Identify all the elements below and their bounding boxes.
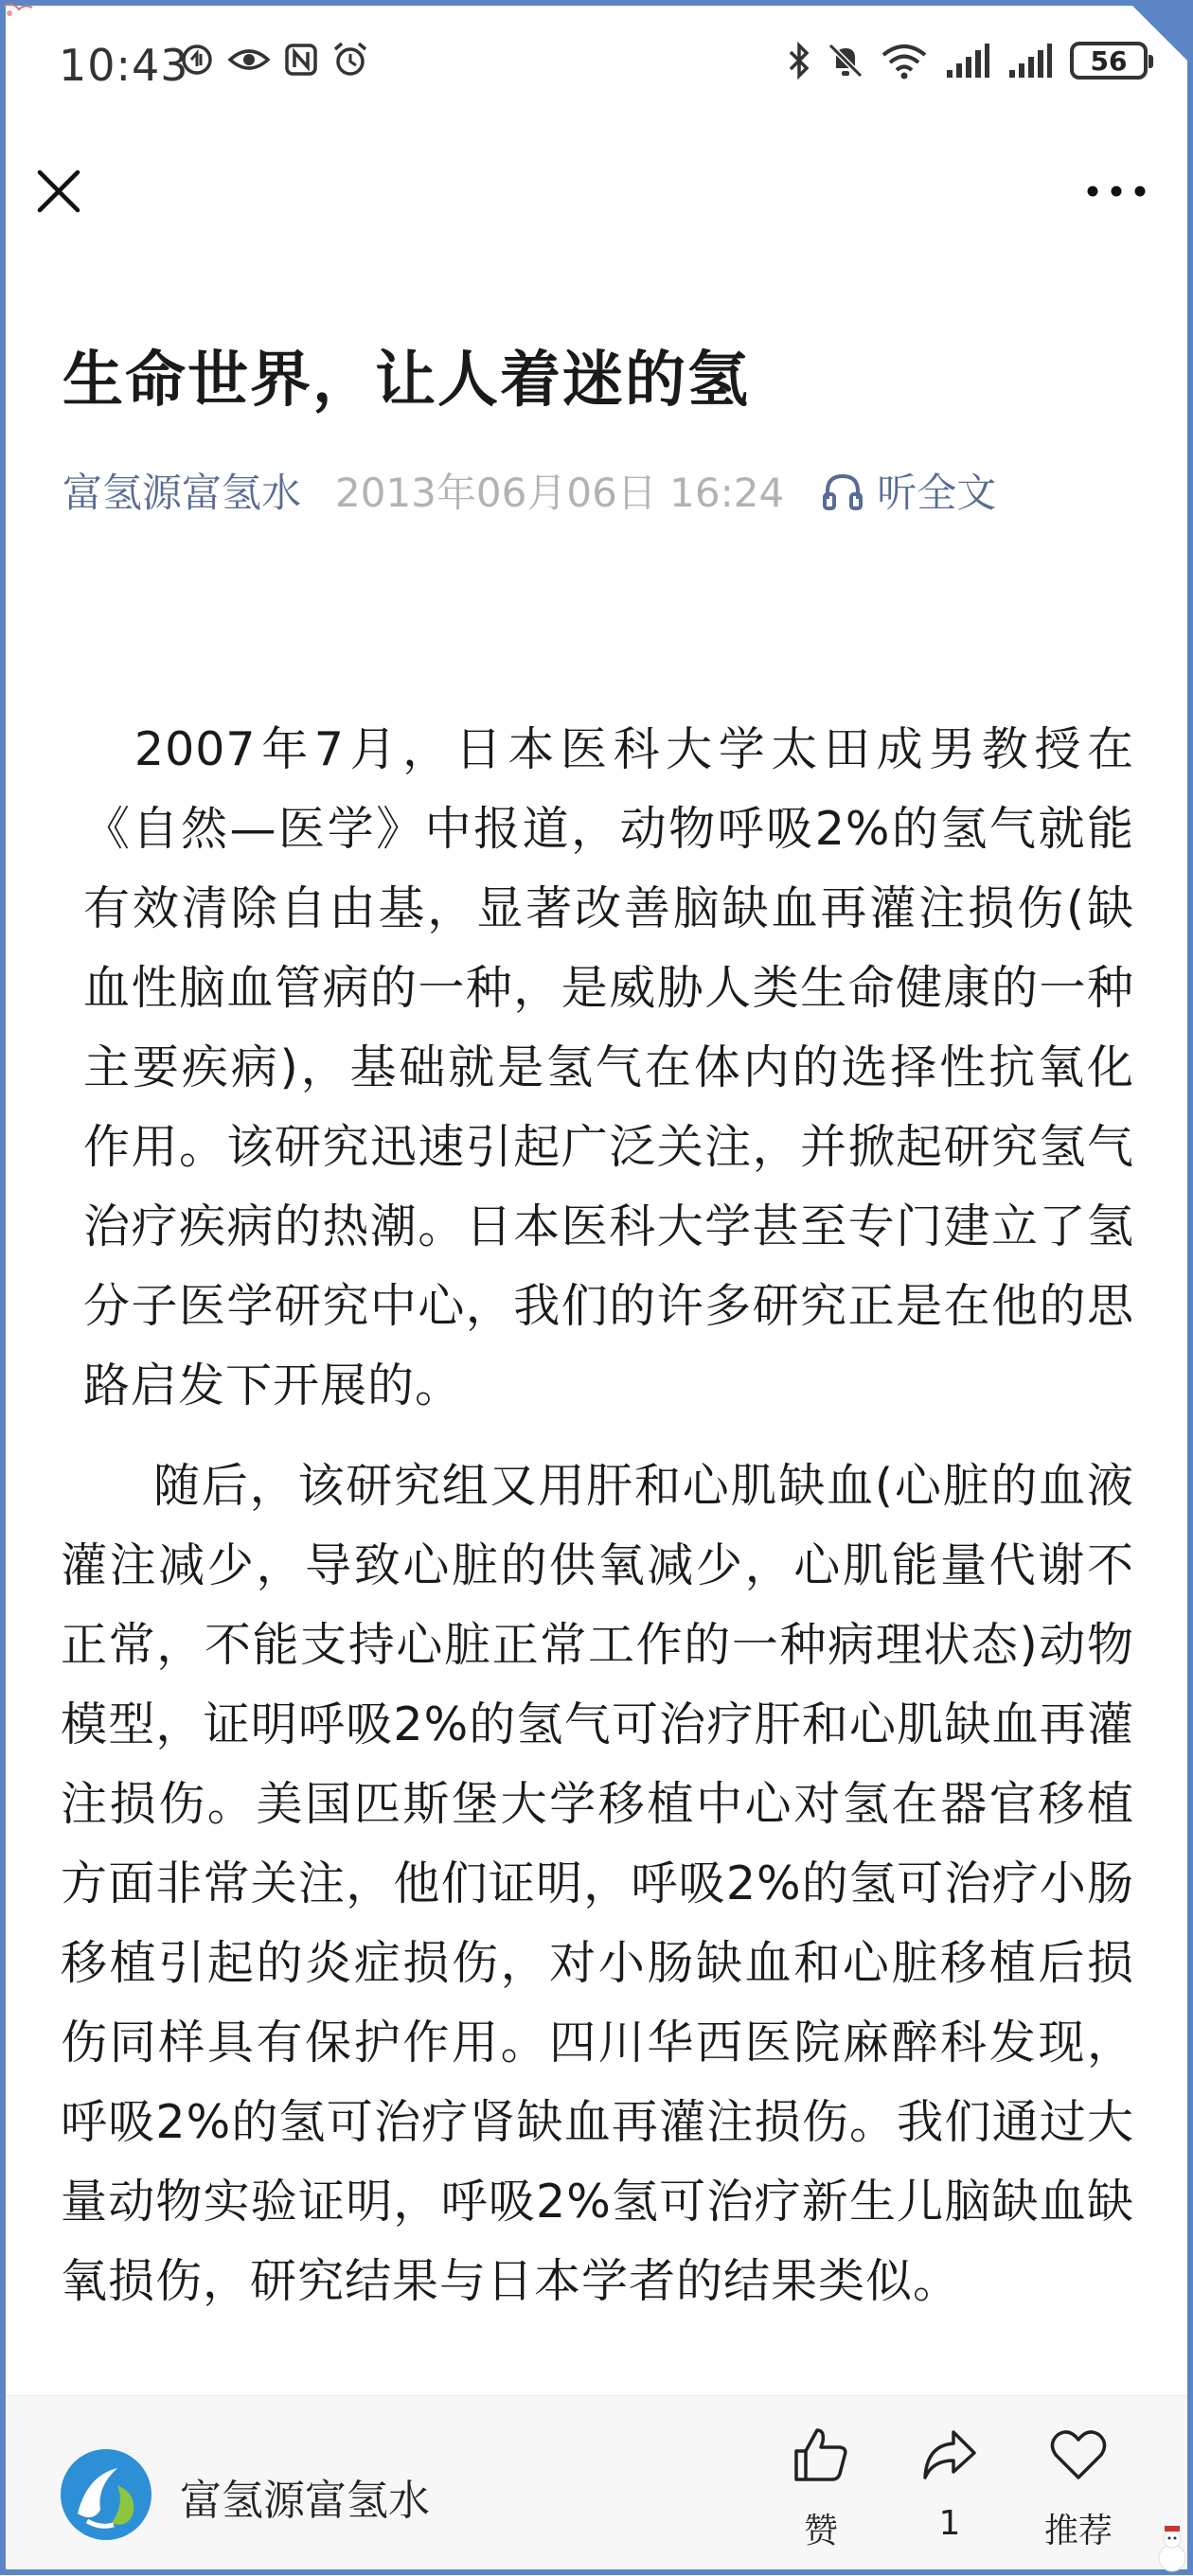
share-count: 1 — [938, 2504, 961, 2543]
status-icons-left — [180, 42, 369, 78]
article-paragraph: 随后，该研究组又用肝和心肌缺血(心脏的血液灌注减少，导致心脏的供氧减少，心肌能量代谢不正常，不能支持心脏正常工作的一种病理状态)动物模型，证明呼吸2%的氢气可治疗肝和心肌缺血再灌注损伤。美国匹斯堡大学移植中心对氢在器官移植方面非常关注，他们证明，呼吸2%的氢可治疗小肠移植引起的炎症损伤，对小肠缺血和心脏移植后损伤同样具有保护作用。四川华西医院麻醉科发现，呼吸2%的氢可治疗肾缺血再灌注损伤。我们通过大量动物实验证明，呼吸2%氢可治疗新生儿脑缺血缺氧损伤，研究结果与日本学者的结果类似。 — [61, 1459, 1134, 2308]
share-button[interactable] — [898, 2425, 1002, 2543]
account-name[interactable]: 富氢源富氢水 — [180, 2477, 430, 2525]
article-body — [57, 710, 1136, 2395]
wifi-icon — [881, 42, 928, 80]
nfc-icon — [284, 43, 318, 77]
data-saver-icon — [180, 43, 214, 77]
snowman-icon — [1127, 2509, 1193, 2575]
listen-label: 听全文 — [877, 470, 997, 516]
bluetooth-icon — [788, 42, 810, 80]
corner-fold — [1127, 0, 1193, 66]
account-logo-icon[interactable] — [59, 2447, 153, 2542]
eye-icon — [227, 43, 271, 77]
like-label: 赞 — [803, 2512, 838, 2550]
recommend-label: 推荐 — [1043, 2512, 1113, 2550]
mute-bell-icon — [828, 42, 864, 80]
signal-icon-2 — [1007, 42, 1053, 80]
more-options-button[interactable] — [1083, 174, 1149, 208]
battery-indicator: 56 — [1070, 42, 1148, 80]
listen-button[interactable] — [822, 462, 996, 519]
article-title: 生命世界，让人着迷的氢 — [62, 346, 750, 416]
author-link[interactable]: 富氢源富氢水 — [62, 470, 302, 516]
alarm-icon — [331, 42, 369, 78]
recommend-button[interactable] — [1026, 2425, 1131, 2552]
article-meta — [62, 462, 996, 519]
bottom-bar — [0, 2395, 1193, 2576]
heart-icon — [1048, 2425, 1109, 2485]
signal-icon — [945, 42, 990, 80]
status-bar — [0, 0, 1193, 133]
status-icons-right — [788, 42, 1148, 80]
close-button[interactable] — [28, 161, 89, 222]
article-paragraph: 2007年7月，日本医科大学太田成男教授在《自然—医学》中报道，动物呼吸2%的氢气就能有效清除自由基，显著改善脑缺血再灌注损伤(缺血性脑血管病的一种，是威胁人类生命健康的一种主要疾病)，基础就是氢气在体内的选择性抗氧化作用。该研究迅速引起广泛关注，并掀起研究氢气治疗疾病的热潮。日本医科大学甚至专门建立了氢分子医学研究中心，我们的许多研究正是在他的思路启发下开展的。 — [83, 722, 1134, 1412]
like-button[interactable] — [769, 2425, 873, 2552]
share-arrow-icon — [919, 2425, 980, 2485]
publish-date: 2013年06月06日 16:24 — [335, 470, 785, 516]
thumbs-up-icon — [791, 2425, 851, 2485]
status-time: 10:43 — [59, 40, 189, 91]
corner-decoration — [0, 0, 38, 28]
headphones-icon — [822, 471, 864, 510]
